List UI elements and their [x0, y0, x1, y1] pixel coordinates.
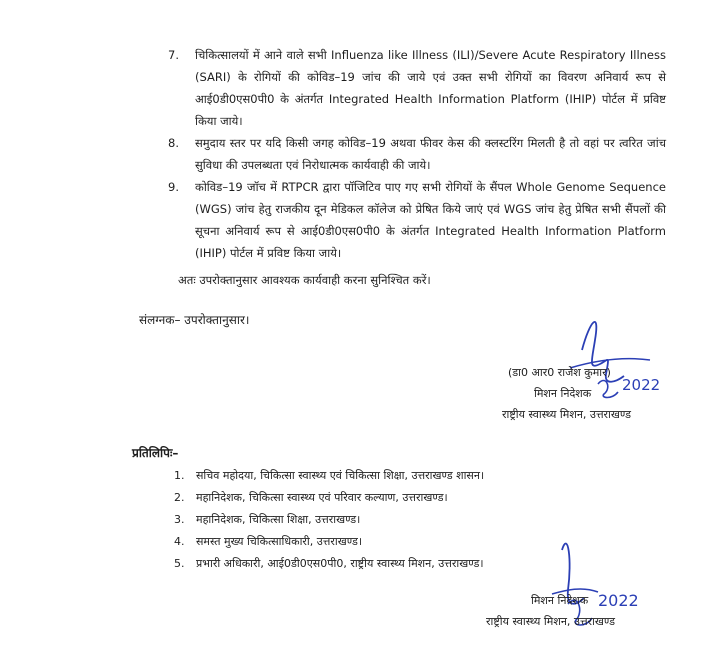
list-item [174, 510, 484, 532]
list-number: 1. [174, 469, 185, 482]
signatory-name: (डा0 आर0 राजेश कुमार) [508, 366, 611, 379]
list-number: 3. [174, 513, 185, 526]
list-number: 4. [174, 535, 185, 548]
copy-to-list [174, 466, 484, 576]
list-text: सचिव महोदया, चिकित्सा स्वास्थ्य एवं चिकित्सा शिक्षा, उत्तराखण्ड शासन। [196, 469, 485, 482]
point-8 [168, 132, 666, 176]
signature-1-date: 2022 [622, 376, 661, 394]
point-number: 7. [168, 48, 179, 62]
signatory-block [490, 362, 710, 425]
list-item [174, 554, 484, 576]
point-text: चिकित्सालयों में आने वाले सभी Influenza like Illness (ILI)/Severe Acute Respiratory Illness (SARI) के रोगियों की कोविड–19 जांच की जाये एवं उक्त सभी रोगियों का विवरण अनिवार्य रूप से आई0डी0एस0पी0 के अंतर्गत Integrated Health Information Platform (IHIP) पोर्टल में प्रविष्ट किया जाये। [195, 48, 666, 128]
signatory-office: राष्ट्रीय स्वास्थ्य मिशन, उत्तराखण्ड [502, 408, 632, 421]
list-item [174, 488, 484, 510]
enclosure-note: संलग्नक– उपरोक्तानुसार। [139, 313, 250, 327]
signatory-block-2 [486, 590, 716, 632]
list-text: समस्त मुख्य चिकित्साधिकारी, उत्तराखण्ड। [196, 535, 363, 548]
signature-2-date: 2022 [598, 591, 639, 610]
closing-instruction: अतः उपरोक्तानुसार आवश्यक कार्यवाही करना सुनिश्चित करें। [178, 273, 431, 287]
list-item [174, 532, 484, 554]
point-number: 8. [168, 136, 179, 150]
list-number: 2. [174, 491, 185, 504]
list-number: 5. [174, 557, 185, 570]
copy-to-heading: प्रतिलिपिः– [132, 446, 179, 460]
point-7 [168, 44, 666, 132]
list-text: प्रभारी अधिकारी, आई0डी0एस0पी0, राष्ट्रीय स्वास्थ्य मिशन, उत्तराखण्ड। [196, 557, 484, 570]
point-text: कोविड–19 जॉच में RTPCR द्वारा पॉजिटिव पाए गए सभी रोगियों के सैंपल Whole Genome Sequence (WGS) जांच हेतु राजकीय दून मेडिकल कॉलेज को प्रेषित किये जाएं एवं WGS जांच हेतु प्रेषित सभी सैंपलों की सूचना अनिवार्य रूप से आई0डी0एस0पी0 के अंतर्गत Integrated Health Information Platform (IHIP) पोर्टल में प्रविष्ट किया जाये। [195, 180, 666, 260]
point-number: 9. [168, 180, 179, 194]
list-text: महानिदेशक, चिकित्सा स्वास्थ्य एवं परिवार कल्याण, उत्तराखण्ड। [196, 491, 448, 504]
point-text: समुदाय स्तर पर यदि किसी जगह कोविड–19 अथवा फीवर केस की क्लस्टरिंग मिलती है तो वहां पर त्वरित जांच सुविधा की उपलब्धता एवं निरोधात्मक कार्यवाही की जाये। [195, 136, 666, 172]
list-item [174, 466, 484, 488]
signatory-designation-2: मिशन निदेशक [531, 594, 589, 607]
signatory-office-2: राष्ट्रीय स्वास्थ्य मिशन, उत्तराखण्ड [486, 615, 616, 628]
list-text: महानिदेशक, चिकित्सा शिक्षा, उत्तराखण्ड। [196, 513, 361, 526]
signatory-designation: मिशन निदेशक [534, 387, 592, 400]
point-9 [168, 176, 666, 264]
